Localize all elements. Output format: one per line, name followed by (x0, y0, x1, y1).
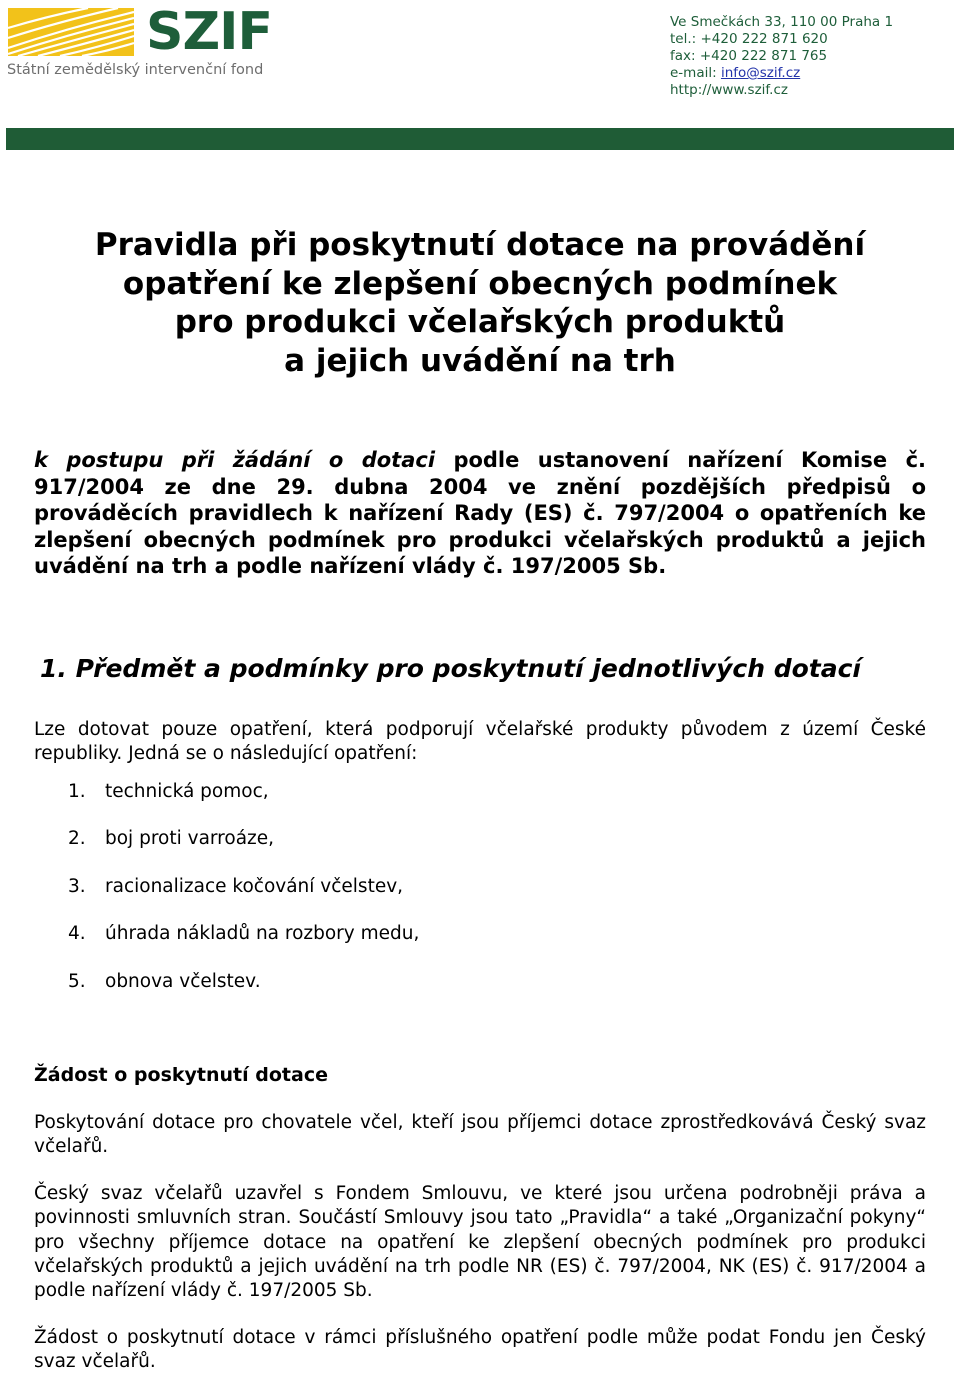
contact-block (670, 14, 893, 99)
email-label: e-mail: (670, 65, 721, 81)
list-item: 3. racionalizace kočování včelstev, (68, 875, 404, 897)
list-item: 5. obnova včelstev. (68, 970, 261, 992)
szif-logo (6, 2, 306, 86)
document-title (0, 226, 960, 380)
request-heading: Žádost o poskytnutí dotace (34, 1064, 328, 1086)
request-paragraph-2: Český svaz včelařů uzavřel s Fondem Smlouvu, ve které jsou určena podrobněji práva a povinnosti smluvních stran. Součástí Smlouvy jsou tato „Pravidla“ a také „Organizační pokyny“ pro všechny příjemce dotace na opatření ke zlepšení obecných podmínek pro produkci včelařských produktů a jejich uvádění na trh podle NR (ES) č. 797/2004, NK (ES) č. 917/2004 a podle nařízení vlády č. 197/2005 Sb. (34, 1183, 926, 1302)
title-line: Pravidla při poskytnutí dotace na provádění (94, 227, 866, 263)
brand-name: SZIF (146, 2, 273, 62)
intro-emphasis: k postupu při žádání o dotaci (34, 448, 436, 472)
list-item: 1. technická pomoc, (68, 781, 269, 802)
telephone: tel.: +420 222 871 620 (670, 31, 828, 47)
intro-text: podle ustanovení nařízení Komise č. 917/2004 ze dne 29. dubna 2004 ve znění pozdějších předpisů o prováděcích pravidlech k nařízení Rady (ES) č. 797/2004 o opatřeních ke zlepšení obecných podmínek pro produkci včelařských produktů a jejich uvádění na trh a podle nařízení vlády č. 197/2005 Sb. (34, 448, 926, 578)
brand-subtitle: Státní zemědělský intervenční fond (7, 62, 264, 78)
website: http://www.szif.cz (670, 82, 788, 98)
email-line (670, 65, 893, 82)
header-divider-bar (6, 128, 954, 150)
title-line: pro produkci včelařských produktů (174, 304, 786, 340)
list-item: 2. boj proti varroáze, (68, 828, 275, 850)
address: Ve Smečkách 33, 110 00 Praha 1 (670, 14, 894, 30)
title-line: a jejich uvádění na trh (284, 342, 676, 379)
section-heading: 1. Předmět a podmínky pro poskytnutí jednotlivých dotací (40, 654, 861, 683)
intro-paragraph (34, 447, 926, 580)
wheat-stripes-icon (8, 8, 134, 56)
fax: fax: +420 222 871 765 (670, 48, 828, 64)
measures-list (68, 780, 419, 1017)
list-item: 4. úhrada nákladů na rozbory medu, (68, 923, 420, 945)
title-line: opatření ke zlepšení obecných podmínek (122, 265, 838, 302)
request-paragraph-3: Žádost o poskytnutí dotace v rámci příslušného opatření podle může podat Fondu jen Český svaz včelařů. (34, 1327, 926, 1373)
email-link[interactable]: info@szif.cz (720, 65, 801, 81)
section-paragraph: Lze dotovat pouze opatření, která podporují včelařské produkty původem z území České republiky. Jedná se o následující opatření: (34, 719, 926, 765)
request-paragraph-1: Poskytování dotace pro chovatele včel, kteří jsou příjemci dotace zprostředkovává Český svaz včelařů. (34, 1112, 926, 1158)
